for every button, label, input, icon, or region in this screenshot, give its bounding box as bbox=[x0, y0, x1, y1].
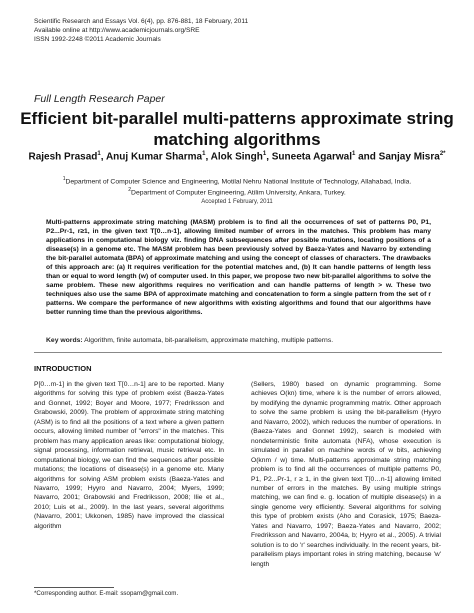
affiliation-text: Department of Computer Science and Engineering, Motilal Nehru National Institute of Technology, Allahabad, India. bbox=[65, 178, 412, 186]
paper-title: Efficient bit-parallel multi-patterns approximate string matching algorithms bbox=[20, 109, 454, 149]
affiliations bbox=[20, 175, 454, 198]
keywords bbox=[46, 337, 431, 344]
abstract: Multi-patterns approximate string matching (MASM) problem is to find all the occurrences of set of patterns P0, P1, P2...Pr-1, r≥1, in the given text T[0…n-1], allowing limited number of errors in the matches. This problem has many applications in computational biology viz. finding DNA subsequences after possible mutations, locating positions of a disease(s) in a genome etc. The MASM problem has been previously solved by Baeza-Yates and Navarro by extending the bit-parallel automata (BPA) of approximate matching and using the concept of classes of characters. The drawbacks of this approach are: (a) It requires verification for the potential matches and, (b) It can handle patterns of length less than or equal to word length (w) of computer used. In this paper, we propose two new bit-parallel algorithms to solve the same problem. These new algorithms requires no verification and can handle patterns of length > w. These two techniques also use the same BPA of approximate matching and concatenation to form a single pattern from the set of r patterns. We compare the performance of new algorithms with existing algorithms and found that our algorithms have better running time than the previous algorithms. bbox=[46, 219, 431, 316]
keywords-text: Algorithm, finite automata, bit-parallelism, approximate matching, multiple patterns. bbox=[84, 337, 334, 344]
keywords-label: Key words: bbox=[46, 337, 83, 344]
author-name: Anuj Kumar Sharma bbox=[105, 151, 203, 163]
author-name: Rajesh Prasad bbox=[28, 151, 98, 163]
affiliation-line bbox=[20, 186, 454, 197]
section-divider bbox=[34, 352, 442, 353]
author-affiliation-mark: 1 bbox=[97, 151, 101, 157]
affiliation-mark: 2 bbox=[128, 187, 132, 194]
author-affiliation-mark: 2* bbox=[439, 151, 446, 157]
section-heading: INTRODUCTION bbox=[34, 364, 92, 373]
body-column-right: (Sellers, 1980) based on dynamic programming. Some achieves O(kn) time, where k is the number of errors allowed, by modifying the dynamic programming matrix. Other approach to solve the same problem is using the bit-parallelism (Hyyro and Navarro, 2002), which reduces the number of operations. In (Baeza-Yates and Gonnet 1992), search is modeled with nondeterministic finite automata (NFA), whose execution is simulated in parallel on machine words of w bits, achieving O(knm / w) time. Multi-patterns approximate string matching problem is to find all the occurrences of multiple patterns P0, P1, P2...Pr-1, r ≥ 1, in the given text T[0…n-1] allowing limited number of errors in the matches. By using multiple strings matching, we can find e. g. location of multiple disease(s) in a single genome very efficiently. Several algorithms for solving this type of problem exists (Aho and Corasick, 1975; Baeza-Yates and Navarro, 1997; Baeza-Yates and Navarro, 2002; Fredriksson and Navarro, 2004a, b; Hyyro et al., 2005). A trivial solution is to do 'r' searches individually. In the recent years, bit-parallelism plays important roles in string matching, because 'w' length bbox=[251, 381, 441, 568]
author-affiliation-mark: 1 bbox=[351, 151, 356, 157]
corresponding-author-footnote: *Corresponding author. E-mail: ssopam@gmail.com. bbox=[34, 590, 179, 597]
affiliation-mark: 1 bbox=[62, 176, 66, 182]
journal-citation: Scientific Research and Essays Vol. 6(4), pp. 876-881, 18 February, 2011 bbox=[34, 18, 249, 25]
affiliation-line bbox=[20, 175, 454, 186]
accepted-date: Accepted 1 February, 2011 bbox=[201, 199, 273, 205]
body-column-left: P[0…m-1] in the given text T[0…n-1] are to be reported. Many algorithms for solving this type of problem exist (Baeza-Yates and Gonnet, 1992; Boyer and Moore, 1977; Fredriksson and Grabowski, 2009). The problem of approximate string matching (ASM) is to find all the positions of a text where a given pattern occurs, allowing limited number of "errors" in the matches. This problem has many application areas like: computational biology, signal processing, information retrieval, music retrieval etc. In computational biology, we can find the sequences after possible mutations; the locations of disease(s) in a genome etc. Many algorithms for solving ASM problem exists (Baeza-Yates and Navarro, 1999; Hyyro and Navarro, 2004; Myers, 1999; Navarro, 2001; Grabowski and Fredriksson, 2008; Ilie et al., 2010; Luis et al., 2009). In the last years, several algorithms (Navarro, 2001; Ukkonen, 1985) have improved the classical algorithm bbox=[34, 381, 224, 530]
author-name: Alok Singh bbox=[210, 151, 263, 163]
author-affiliation-mark: 1 bbox=[202, 151, 206, 157]
author-list: Rajesh Prasad$^1$, Anuj Kumar Sharma$^1$, Alok Singh$^1$, Suneeta Agarwal$^1$ and Sanjay Misra$^{2*}$ bbox=[28, 151, 446, 163]
paper-type: Full Length Research Paper bbox=[34, 93, 165, 105]
author-affiliation-mark: 1 bbox=[262, 151, 267, 157]
journal-header bbox=[34, 17, 248, 44]
author-name: Sanjay Misra bbox=[378, 151, 440, 163]
author-name: Suneeta Agarwal bbox=[271, 151, 352, 163]
footnote-divider bbox=[34, 587, 114, 588]
journal-issn: ISSN 1992-2248 ©2011 Academic Journals bbox=[34, 36, 161, 43]
affiliation-text: Department of Computer Engineering, Atilim University, Ankara, Turkey. bbox=[131, 189, 346, 197]
journal-url: Available online at http://www.academicjournals.org/SRE bbox=[34, 27, 200, 34]
